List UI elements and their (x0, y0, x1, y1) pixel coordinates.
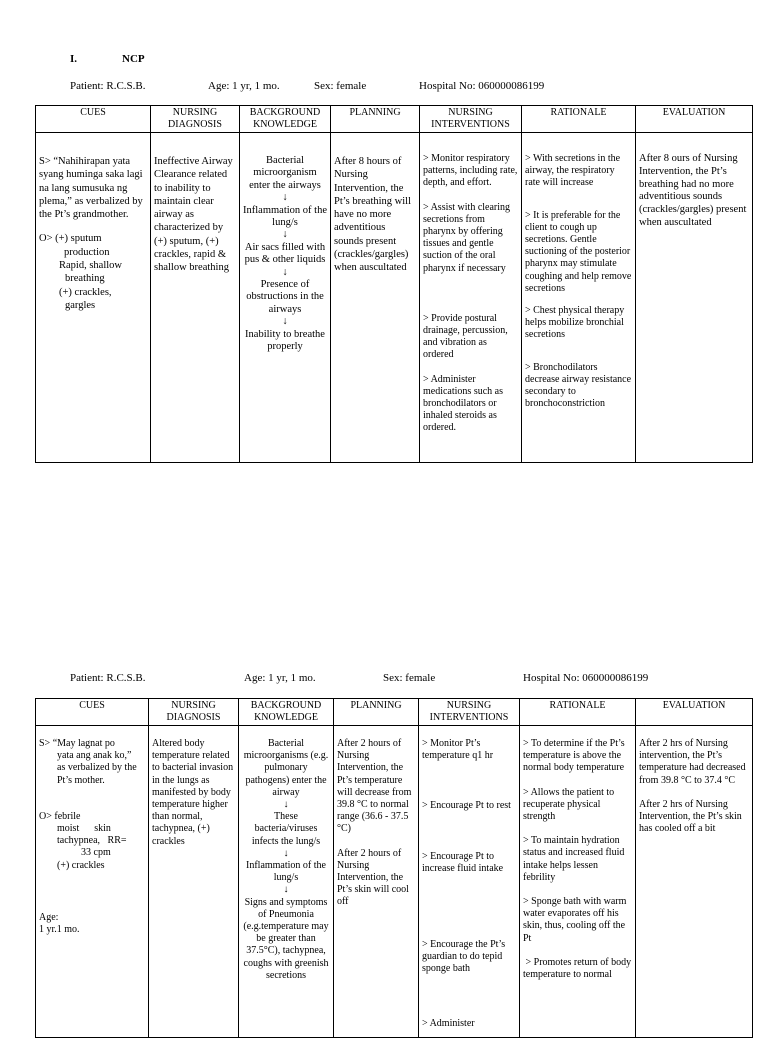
diagnosis-cell: Altered body temperature related to bacterial invasion in the lungs as manifested by body temperature higher than normal, tachypnea, (+) crackles (149, 726, 239, 1038)
hospital-number: Hospital No: 060000086199 (523, 672, 649, 684)
background-step-3: Air sacs filled with pus & other liquids (244, 241, 326, 266)
background-step-4: Signs and symptoms of Pneumonia (e.g.temperature may be greater than 37.5°C), tachypnea, coughs with greenish secretions (243, 896, 329, 981)
objective-cue-5: (+) crackles, (59, 286, 112, 298)
background-step-5: Inability to breathe properly (245, 328, 325, 353)
planning-cell: After 8 hours of Nursing Intervention, the Pt’s breathing will have no more adventitious sounds present (crackles/gargles) when auscultated (331, 133, 420, 463)
header-evaluation: EVALUATION (636, 106, 753, 133)
objective-cue-4: breathing (65, 273, 105, 285)
rationale-5: > Promotes return of body temperature to normal (523, 956, 634, 981)
header-planning: PLANNING (331, 106, 420, 133)
rationale-1: > To determine if the Pt’s temperature is above the normal body temperature (523, 738, 625, 774)
header-cues: CUES (36, 699, 149, 726)
header-cues: CUES (36, 106, 151, 133)
header-rationale: RATIONALE (520, 699, 636, 726)
evaluation-cell: After 8 ours of Nursing Intervention, the Pt’s breathing had no more adventitious sounds (crackles/gargles) present when auscultated (636, 133, 753, 463)
objective-cue-3: tachypnea, RR= (57, 835, 127, 847)
interventions-cell (420, 133, 522, 463)
arrow-down-icon: ↓ (283, 799, 289, 811)
intervention-1: > Monitor respiratory patterns, including rate, depth, and effort. (423, 153, 518, 189)
intervention-5: > Administer (422, 1017, 475, 1029)
arrow-down-icon: ↓ (282, 229, 288, 241)
background-step-1: Bacterial microorganisms (e.g. pulmonary pathogens) enter the airway (243, 738, 329, 798)
diagnosis-cell: Ineffective Airway Clearance related to inability to maintain clear airway as characterized by (+) sputum, (+) crackles, rapid & shallow breathing (151, 133, 240, 463)
header-evaluation: EVALUATION (636, 699, 753, 726)
table-header-row (36, 106, 753, 133)
cues-cell (36, 726, 149, 1038)
objective-cue-1: O> (+) sputum (39, 233, 102, 245)
planning-2: After 2 hours of Nursing Intervention, the Pt’s skin will cool off (337, 847, 409, 908)
planning-1: After 2 hours of Nursing Intervention, the Pt’s temperature will decrease from 39.8 °C to normal range (36.6 - 37.5 °C) (337, 738, 412, 835)
arrow-down-icon: ↓ (282, 316, 288, 328)
patient-name: Patient: R.C.S.B. (70, 80, 146, 92)
intervention-3: > Provide postural drainage, percussion, and vibration as ordered (423, 312, 508, 361)
evaluation-2: After 2 hrs of Nursing Intervention, the Pt’s skin has cooled off a bit (639, 798, 742, 835)
subjective-cue-3: as verbalized by the (57, 762, 137, 774)
rationale-3: > To maintain hydration status and increased fluid intake helps lessen febrility (523, 835, 625, 883)
background-step-4: Presence of obstructions in the airways (246, 279, 324, 315)
evaluation-1: After 2 hrs of Nursing intervention, the Pt’s temperature had decreased from 39.8 °C to 37.4 °C (639, 738, 746, 786)
background-cell (240, 133, 331, 463)
patient-name: Patient: R.C.S.B. (70, 672, 146, 684)
intervention-4: > Encourage the Pt’s guardian to do tepid sponge bath (422, 939, 506, 975)
header-rationale: RATIONALE (522, 106, 636, 133)
arrow-down-icon: ↓ (282, 266, 288, 278)
subjective-cue: S> “Nahihirapan yata syang huminga saka lagi na lang sumusuka ng plema,” as verbalized by the Pt’s grandmother. (39, 156, 143, 221)
age-label: Age: (39, 911, 59, 923)
rationale-cell (522, 133, 636, 463)
intervention-2: > Encourage Pt to rest (422, 800, 511, 812)
arrow-down-icon: ↓ (283, 884, 289, 896)
objective-cue-5: (+) crackles (57, 859, 105, 871)
header-background-knowledge: BACKGROUND KNOWLEDGE (240, 106, 331, 133)
subjective-cue-2: yata ang anak ko,” (57, 750, 132, 762)
intervention-4: > Administer medications such as bronchodilators or inhaled steroids as ordered. (423, 373, 503, 434)
rationale-cell (520, 726, 636, 1038)
objective-cue-2: moist skin (57, 823, 111, 835)
header-background-knowledge: BACKGROUND KNOWLEDGE (239, 699, 334, 726)
rationale-1: > With secretions in the airway, the respiratory rate will increase (525, 153, 621, 189)
table-header-row (36, 699, 753, 726)
background-step-2: These bacteria/viruses infects the lung/s (251, 811, 321, 847)
rationale-4: > Sponge bath with warm water evaporates off his skin, thus, cooling off the Pt (523, 896, 627, 944)
cues-cell (36, 133, 151, 463)
objective-cue-3: Rapid, shallow (59, 260, 122, 272)
objective-cue-1: O> febrile (39, 810, 81, 822)
table-row (36, 133, 753, 463)
subjective-cue-1: S> “May lagnat po (39, 738, 115, 749)
ncp-table-temperature (35, 698, 753, 1038)
ncp-table-airway (35, 105, 753, 463)
patient-sex: Sex: female (314, 80, 367, 92)
subjective-cue-4: Pt’s mother. (57, 774, 105, 786)
evaluation-cell (636, 726, 753, 1038)
objective-cue-4: 33 cpm (81, 847, 111, 859)
planning-cell (334, 726, 419, 1038)
intervention-2: > Assist with clearing secretions from pharynx by offering tissues and gentle suction of the oral pharynx if necessary (423, 201, 511, 274)
patient-age: Age: 1 yr, 1 mo. (244, 672, 316, 684)
header-nursing-diagnosis: NURSING DIAGNOSIS (151, 106, 240, 133)
rationale-2: > Allows the patient to recuperate physical strength (523, 786, 615, 823)
intervention-3: > Encourage Pt to increase fluid intake (422, 850, 504, 874)
arrow-down-icon: ↓ (283, 847, 289, 859)
arrow-down-icon: ↓ (282, 192, 288, 204)
table-row (36, 726, 753, 1038)
background-cell (239, 726, 334, 1038)
header-planning: PLANNING (334, 699, 419, 726)
section-title: NCP (122, 53, 145, 65)
interventions-cell (419, 726, 520, 1038)
patient-sex: Sex: female (383, 672, 436, 684)
section-number: I. (70, 53, 78, 65)
patient-age: Age: 1 yr, 1 mo. (208, 80, 280, 92)
hospital-number: Hospital No: 060000086199 (419, 80, 545, 92)
objective-cue-2: production (64, 246, 110, 258)
background-step-3: Inflammation of the lung/s (246, 860, 326, 884)
background-step-1: Bacterial microorganism enter the airways (249, 155, 321, 191)
header-nursing-diagnosis: NURSING DIAGNOSIS (149, 699, 239, 726)
rationale-2: > It is preferable for the client to cough up secretions. Gentle suctioning of the posterior pharynx may stimulate coughing and help remove secretions (525, 209, 632, 294)
intervention-1: > Monitor Pt’s temperature q1 hr (422, 738, 494, 762)
header-nursing-interventions: NURSING INTERVENTIONS (420, 106, 522, 133)
rationale-3: > Chest physical therapy helps mobilize bronchial secretions (525, 305, 625, 341)
rationale-4: > Bronchodilators decrease airway resistance secondary to bronchoconstriction (525, 361, 632, 410)
background-step-2: Inflammation of the lung/s (243, 204, 327, 229)
objective-cue-6: gargles (65, 299, 96, 311)
age-value: 1 yr.1 mo. (39, 924, 80, 936)
header-nursing-interventions: NURSING INTERVENTIONS (419, 699, 520, 726)
